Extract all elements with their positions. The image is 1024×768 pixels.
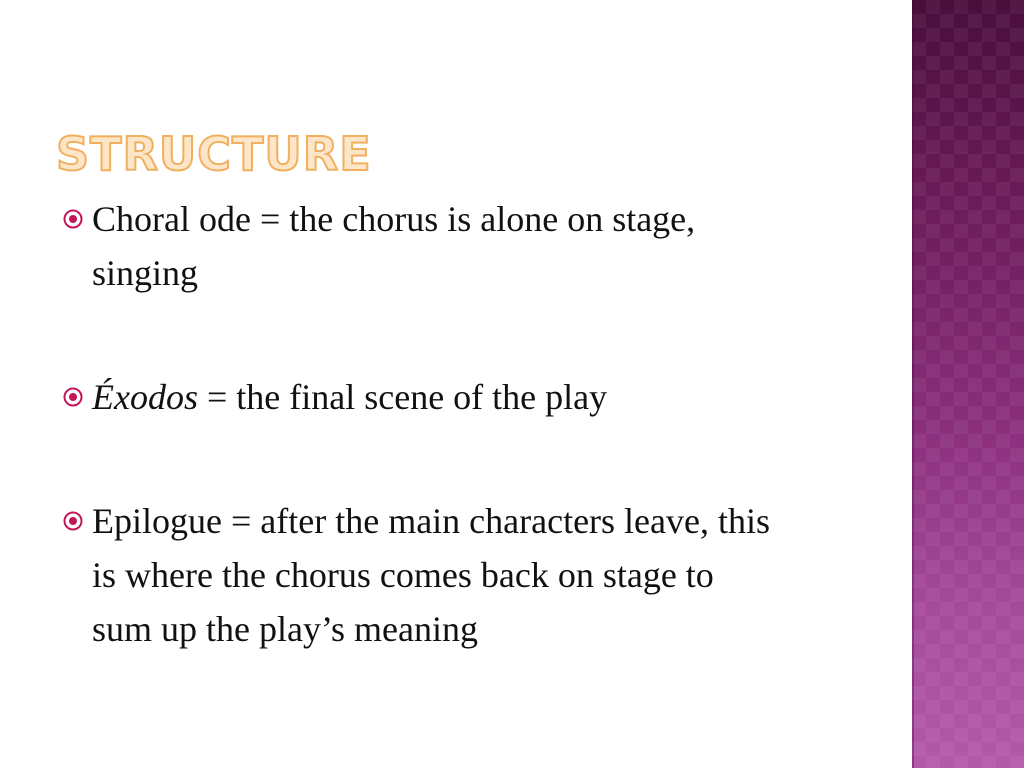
circled-dot-bullet-icon — [62, 208, 84, 230]
circled-dot-bullet-icon — [62, 386, 84, 408]
circled-dot-bullet-icon — [62, 510, 84, 532]
side-bar-pattern — [912, 0, 1024, 768]
side-bar-edge — [912, 0, 914, 768]
bullet-item-choral-ode — [62, 192, 782, 300]
bullet-term: Éxodos — [92, 377, 198, 417]
bullet-text — [92, 377, 607, 417]
decorative-side-bar — [912, 0, 1024, 768]
slide-title — [56, 126, 372, 181]
bullet-item-epilogue — [62, 494, 782, 656]
bullet-item-exodos — [62, 370, 782, 424]
slide-title-text: STRUCTURE — [56, 126, 372, 181]
bullet-list — [62, 192, 782, 726]
bullet-text: Choral ode = the chorus is alone on stage, singing — [92, 199, 696, 293]
bullet-text: Epilogue = after the main characters leave, this is where the chorus comes back on stage to sum up the play’s meaning — [92, 501, 771, 649]
bullet-definition: = the final scene of the play — [197, 377, 608, 417]
